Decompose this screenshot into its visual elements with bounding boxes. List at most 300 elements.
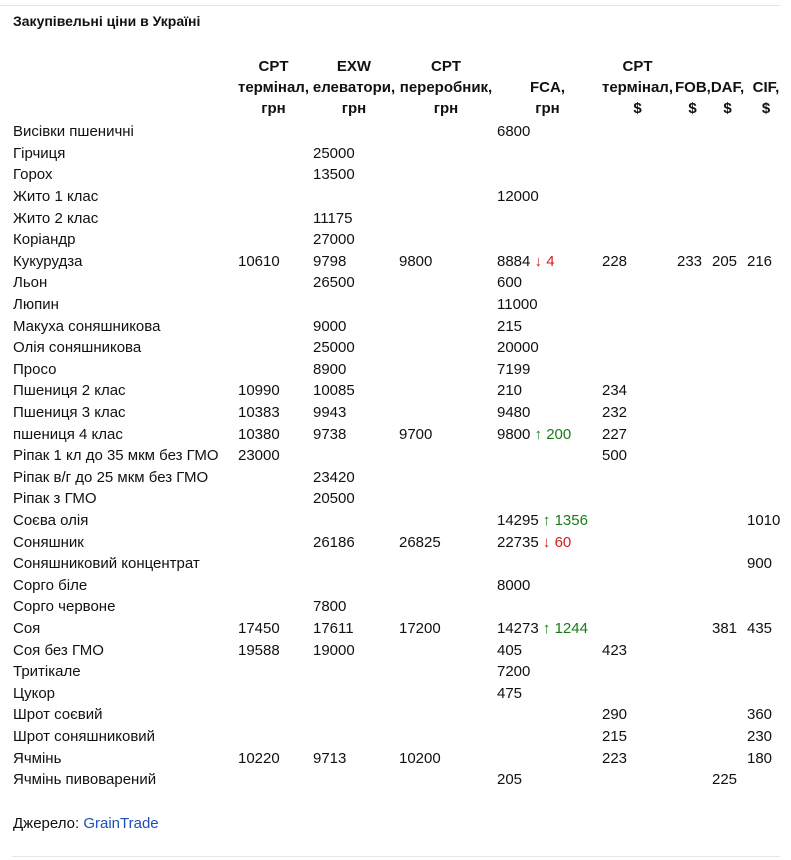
- table-header-row: [11, 56, 787, 121]
- price-cell-cpt-proc-uah: [397, 769, 495, 791]
- price-cell-fob-usd: [675, 272, 710, 294]
- price-value: 215: [497, 317, 523, 335]
- price-cell-fca-uah: [495, 380, 600, 402]
- price-cell-fob-usd: [675, 574, 710, 596]
- price-cell-cpt-uah: [236, 639, 311, 661]
- price-cell-cpt-proc-uah: [397, 315, 495, 337]
- price-cell-cpt-usd: [600, 164, 675, 186]
- price-cell-cpt-proc-uah: [397, 596, 495, 618]
- product-name: Пшениця 2 клас: [13, 382, 126, 400]
- price-cell-daf-usd: [710, 747, 745, 769]
- price-value: 9000: [313, 317, 347, 335]
- product-name: Сорго біле: [13, 576, 88, 594]
- source-label: Джерело:: [13, 815, 84, 832]
- header-line: FCA,: [530, 79, 565, 96]
- price-value: 26825: [399, 533, 441, 551]
- product-name: Цукор: [13, 684, 56, 702]
- price-value: 14295: [497, 511, 539, 529]
- product-name: Соняшниковий концентрат: [13, 555, 200, 573]
- price-cell-fca-uah: [495, 445, 600, 467]
- price-cell-cpt-usd: [600, 207, 675, 229]
- header-line: грн: [341, 100, 367, 117]
- price-cell-exw-uah: [311, 143, 397, 165]
- table-row: [11, 510, 787, 532]
- header-line: грн: [261, 100, 286, 117]
- product-name: Сорго червоне: [13, 598, 116, 616]
- price-cell-exw-uah: [311, 596, 397, 618]
- price-cell-cpt-uah: [236, 726, 311, 748]
- price-cell-fca-uah: [495, 661, 600, 683]
- table-row: [11, 337, 787, 359]
- price-value: 10220: [238, 749, 280, 767]
- price-cell-daf-usd: [710, 682, 745, 704]
- price-value: 23000: [238, 447, 280, 465]
- price-cell-fob-usd: [675, 143, 710, 165]
- arrow-up-icon: ↑: [542, 619, 551, 637]
- price-cell-exw-uah: [311, 445, 397, 467]
- price-cell-daf-usd: [710, 229, 745, 251]
- price-cell-cpt-uah: [236, 488, 311, 510]
- price-cell-cpt-proc-uah: [397, 207, 495, 229]
- arrow-down-icon: ↓: [542, 533, 551, 551]
- price-value: 7199: [497, 360, 531, 378]
- price-cell-exw-uah: [311, 294, 397, 316]
- price-cell-daf-usd: [710, 272, 745, 294]
- header-daf_usd: [710, 56, 745, 121]
- price-cell-cpt-uah: [236, 186, 311, 208]
- price-value: 9738: [313, 425, 347, 443]
- product-name: Ріпак 1 кл до 35 мкм без ГМО: [13, 447, 219, 465]
- price-cell-cpt-proc-uah: [397, 639, 495, 661]
- price-value: 11175: [313, 209, 353, 227]
- price-cell-cpt-usd: [600, 704, 675, 726]
- price-value: 19588: [238, 641, 280, 659]
- header-fca_uah: [495, 56, 600, 121]
- price-cell-fob-usd: [675, 618, 710, 640]
- product-name: Просо: [13, 360, 57, 378]
- price-cell-cpt-proc-uah: [397, 423, 495, 445]
- price-cell-fob-usd: [675, 380, 710, 402]
- header-line: переробник,: [399, 79, 493, 96]
- price-cell-exw-uah: [311, 207, 397, 229]
- price-cell-cif-usd: [745, 121, 787, 143]
- price-cell-cpt-uah: [236, 769, 311, 791]
- change-value: 4: [546, 252, 555, 270]
- table-row: [11, 229, 787, 251]
- price-value: 500: [602, 447, 628, 465]
- price-cell-cpt-proc-uah: [397, 553, 495, 575]
- price-value: 216: [747, 252, 773, 270]
- price-cell-daf-usd: [710, 402, 745, 424]
- price-cell-cpt-usd: [600, 747, 675, 769]
- price-value: 11000: [497, 296, 538, 314]
- price-cell-daf-usd: [710, 251, 745, 273]
- source-link[interactable]: GrainTrade: [83, 815, 159, 832]
- price-cell-cif-usd: [745, 510, 787, 532]
- price-cell-fob-usd: [675, 510, 710, 532]
- table-row: [11, 661, 787, 683]
- price-cell-fob-usd: [675, 121, 710, 143]
- price-cell-fob-usd: [675, 747, 710, 769]
- price-cell-cpt-uah: [236, 294, 311, 316]
- price-cell-cif-usd: [745, 596, 787, 618]
- price-cell-cpt-uah: [236, 510, 311, 532]
- price-cell-fca-uah: [495, 639, 600, 661]
- price-cell-cpt-proc-uah: [397, 618, 495, 640]
- product-name: Шрот соєвий: [13, 706, 103, 724]
- product-name: Шрот соняшниковий: [13, 727, 156, 745]
- price-cell-fca-uah: [495, 769, 600, 791]
- price-cell-fca-uah: [495, 294, 600, 316]
- price-cell-cpt-uah: [236, 143, 311, 165]
- price-cell-cif-usd: [745, 553, 787, 575]
- table-row: [11, 272, 787, 294]
- price-cell-exw-uah: [311, 531, 397, 553]
- product-name: Льон: [13, 274, 48, 292]
- product-name: Тритікале: [13, 663, 81, 681]
- price-cell-exw-uah: [311, 251, 397, 273]
- price-cell-fca-uah: [495, 704, 600, 726]
- arrow-up-icon: ↑: [534, 425, 543, 443]
- price-cell-fca-uah: [495, 747, 600, 769]
- price-cell-cpt-usd: [600, 531, 675, 553]
- header-line: $: [761, 100, 771, 117]
- price-cell-exw-uah: [311, 121, 397, 143]
- source-line: [13, 815, 159, 832]
- price-cell-cif-usd: [745, 359, 787, 381]
- price-value: 8000: [497, 576, 531, 594]
- price-cell-cif-usd: [745, 618, 787, 640]
- price-cell-fob-usd: [675, 337, 710, 359]
- price-cell-exw-uah: [311, 574, 397, 596]
- price-change-up: [543, 512, 588, 529]
- header-product: [11, 56, 236, 121]
- price-cell-exw-uah: [311, 229, 397, 251]
- price-cell-exw-uah: [311, 661, 397, 683]
- table-row: [11, 251, 787, 273]
- table-row: [11, 574, 787, 596]
- price-cell-fob-usd: [675, 229, 710, 251]
- product-name: Соя без ГМО: [13, 641, 104, 659]
- product-name: Коріандр: [13, 231, 76, 249]
- price-cell-exw-uah: [311, 423, 397, 445]
- price-cell-exw-uah: [311, 315, 397, 337]
- header-line: термінал,: [601, 79, 673, 96]
- price-cell-exw-uah: [311, 186, 397, 208]
- price-cell-cif-usd: [745, 164, 787, 186]
- price-cell-cpt-uah: [236, 553, 311, 575]
- price-cell-daf-usd: [710, 164, 745, 186]
- price-cell-cpt-usd: [600, 769, 675, 791]
- price-cell-fob-usd: [675, 315, 710, 337]
- price-cell-cpt-proc-uah: [397, 186, 495, 208]
- product-name: Соняшник: [13, 533, 84, 551]
- price-value: 20000: [497, 339, 539, 357]
- product-name: Кукурудза: [13, 252, 83, 270]
- price-cell-daf-usd: [710, 467, 745, 489]
- price-cell-daf-usd: [710, 143, 745, 165]
- price-value: 17200: [399, 619, 441, 637]
- table-row: [11, 596, 787, 618]
- price-cell-cif-usd: [745, 402, 787, 424]
- price-cell-cpt-uah: [236, 315, 311, 337]
- price-cell-cpt-uah: [236, 423, 311, 445]
- price-cell-fca-uah: [495, 402, 600, 424]
- price-cell-fob-usd: [675, 488, 710, 510]
- product-name: Соя: [13, 619, 41, 637]
- price-cell-cpt-proc-uah: [397, 380, 495, 402]
- price-cell-daf-usd: [710, 315, 745, 337]
- price-cell-fob-usd: [675, 682, 710, 704]
- price-cell-cif-usd: [745, 186, 787, 208]
- price-cell-daf-usd: [710, 596, 745, 618]
- price-cell-cif-usd: [745, 315, 787, 337]
- price-cell-fca-uah: [495, 164, 600, 186]
- price-cell-cpt-proc-uah: [397, 229, 495, 251]
- top-divider: [0, 5, 780, 6]
- price-cell-cif-usd: [745, 769, 787, 791]
- price-value: 8884: [497, 252, 531, 270]
- price-cell-cif-usd: [745, 661, 787, 683]
- price-cell-cpt-uah: [236, 682, 311, 704]
- product-name: Ріпак в/г до 25 мкм без ГМО: [13, 468, 209, 486]
- bottom-divider: [12, 856, 780, 857]
- price-value: 232: [602, 404, 628, 422]
- price-cell-fca-uah: [495, 207, 600, 229]
- price-cell-fob-usd: [675, 294, 710, 316]
- price-cell-cpt-uah: [236, 531, 311, 553]
- price-cell-cpt-proc-uah: [397, 294, 495, 316]
- price-cell-cpt-proc-uah: [397, 251, 495, 273]
- price-cell-fca-uah: [495, 467, 600, 489]
- price-value: 26186: [313, 533, 355, 551]
- price-cell-cpt-uah: [236, 164, 311, 186]
- table-row: [11, 704, 787, 726]
- price-cell-cpt-uah: [236, 251, 311, 273]
- table-row: [11, 207, 787, 229]
- price-cell-cpt-proc-uah: [397, 574, 495, 596]
- price-cell-exw-uah: [311, 380, 397, 402]
- price-cell-cpt-uah: [236, 380, 311, 402]
- price-cell-cif-usd: [745, 704, 787, 726]
- product-name: Ріпак з ГМО: [13, 490, 97, 508]
- price-cell-daf-usd: [710, 207, 745, 229]
- price-cell-daf-usd: [710, 294, 745, 316]
- price-cell-cpt-proc-uah: [397, 682, 495, 704]
- price-cell-cpt-proc-uah: [397, 726, 495, 748]
- price-cell-cpt-uah: [236, 207, 311, 229]
- price-cell-fca-uah: [495, 186, 600, 208]
- price-value: 205: [712, 252, 738, 270]
- table-row: [11, 726, 787, 748]
- table-row: [11, 769, 787, 791]
- price-cell-fob-usd: [675, 531, 710, 553]
- product-name: Соєва олія: [13, 511, 89, 529]
- price-value: 8900: [313, 360, 347, 378]
- price-cell-fca-uah: [495, 596, 600, 618]
- price-value: 22735: [497, 533, 539, 551]
- table-row: [11, 380, 787, 402]
- product-name: Горох: [13, 166, 53, 184]
- price-cell-fob-usd: [675, 402, 710, 424]
- price-cell-fca-uah: [495, 337, 600, 359]
- price-cell-fca-uah: [495, 553, 600, 575]
- price-cell-fca-uah: [495, 488, 600, 510]
- header-exw_elevator_uah: [311, 56, 397, 121]
- header-line: $: [633, 100, 642, 117]
- price-cell-cif-usd: [745, 423, 787, 445]
- price-cell-cpt-proc-uah: [397, 402, 495, 424]
- price-cell-cpt-uah: [236, 661, 311, 683]
- price-cell-cif-usd: [745, 639, 787, 661]
- price-value: 10383: [238, 404, 280, 422]
- price-cell-cpt-usd: [600, 553, 675, 575]
- price-value: 14273: [497, 619, 539, 637]
- price-cell-fca-uah: [495, 423, 600, 445]
- header-line: CPT: [258, 58, 289, 75]
- price-cell-cif-usd: [745, 574, 787, 596]
- price-cell-exw-uah: [311, 467, 397, 489]
- price-cell-daf-usd: [710, 574, 745, 596]
- price-cell-cif-usd: [745, 294, 787, 316]
- price-cell-cpt-usd: [600, 596, 675, 618]
- price-cell-exw-uah: [311, 553, 397, 575]
- price-cell-exw-uah: [311, 704, 397, 726]
- page-title: Закупівельні ціни в Україні: [13, 13, 201, 29]
- price-cell-fca-uah: [495, 143, 600, 165]
- price-value: 23420: [313, 468, 355, 486]
- price-value: 26500: [313, 274, 355, 292]
- price-value: 290: [602, 706, 628, 724]
- price-cell-exw-uah: [311, 618, 397, 640]
- price-cell-cpt-uah: [236, 467, 311, 489]
- price-cell-cpt-uah: [236, 445, 311, 467]
- price-cell-cif-usd: [745, 380, 787, 402]
- table-row: [11, 747, 787, 769]
- change-value: 60: [554, 533, 572, 551]
- price-cell-fca-uah: [495, 618, 600, 640]
- price-cell-cpt-usd: [600, 488, 675, 510]
- price-cell-cif-usd: [745, 726, 787, 748]
- header-line: FOB,: [675, 79, 711, 96]
- price-cell-fca-uah: [495, 272, 600, 294]
- price-cell-daf-usd: [710, 337, 745, 359]
- price-cell-cpt-uah: [236, 337, 311, 359]
- price-change-down: [543, 534, 571, 551]
- price-cell-cpt-usd: [600, 251, 675, 273]
- price-cell-cpt-usd: [600, 272, 675, 294]
- header-cpt_processor_uah: [397, 56, 495, 121]
- price-cell-daf-usd: [710, 553, 745, 575]
- table-body: [11, 121, 787, 790]
- price-value: 600: [497, 274, 523, 292]
- price-cell-cpt-proc-uah: [397, 531, 495, 553]
- price-cell-cpt-proc-uah: [397, 661, 495, 683]
- header-cpt_terminal_usd: [600, 56, 675, 121]
- price-cell-fob-usd: [675, 661, 710, 683]
- price-value: 7200: [497, 663, 531, 681]
- arrow-up-icon: ↑: [542, 511, 551, 529]
- table-row: [11, 294, 787, 316]
- product-name: Жито 2 клас: [13, 209, 99, 227]
- product-name: пшениця 4 клас: [13, 425, 123, 443]
- table-row: [11, 618, 787, 640]
- price-cell-cpt-usd: [600, 618, 675, 640]
- price-value: 25000: [313, 144, 355, 162]
- price-cell-fca-uah: [495, 510, 600, 532]
- price-cell-fca-uah: [495, 229, 600, 251]
- price-value: 19000: [313, 641, 355, 659]
- price-cell-cif-usd: [745, 272, 787, 294]
- change-value: 200: [546, 425, 572, 443]
- price-value: 381: [712, 619, 738, 637]
- price-cell-cpt-proc-uah: [397, 488, 495, 510]
- price-cell-cpt-proc-uah: [397, 467, 495, 489]
- price-cell-cpt-usd: [600, 143, 675, 165]
- price-value: 27000: [313, 231, 355, 249]
- price-cell-cpt-uah: [236, 747, 311, 769]
- price-value: 9943: [313, 404, 347, 422]
- price-value: 10200: [399, 749, 441, 767]
- table-row: [11, 359, 787, 381]
- header-line: грн: [433, 100, 459, 117]
- price-cell-fob-usd: [675, 423, 710, 445]
- price-cell-cpt-uah: [236, 704, 311, 726]
- price-cell-cpt-uah: [236, 229, 311, 251]
- price-cell-daf-usd: [710, 186, 745, 208]
- price-cell-daf-usd: [710, 380, 745, 402]
- price-cell-cpt-usd: [600, 423, 675, 445]
- table-row: [11, 639, 787, 661]
- price-cell-cif-usd: [745, 682, 787, 704]
- price-cell-cpt-usd: [600, 445, 675, 467]
- header-line: CPT: [431, 58, 461, 75]
- price-cell-cpt-usd: [600, 402, 675, 424]
- price-value: 25000: [313, 339, 355, 357]
- price-cell-exw-uah: [311, 359, 397, 381]
- price-value: 900: [747, 555, 773, 573]
- price-value: 234: [602, 382, 628, 400]
- price-cell-fob-usd: [675, 207, 710, 229]
- price-cell-fob-usd: [675, 251, 710, 273]
- price-cell-exw-uah: [311, 682, 397, 704]
- price-cell-cpt-usd: [600, 380, 675, 402]
- price-cell-exw-uah: [311, 488, 397, 510]
- price-value: 405: [497, 641, 523, 659]
- price-cell-fob-usd: [675, 726, 710, 748]
- price-cell-cpt-uah: [236, 121, 311, 143]
- price-value: 228: [602, 252, 628, 270]
- price-cell-cpt-usd: [600, 661, 675, 683]
- price-value: 17611: [313, 619, 354, 637]
- price-value: 9480: [497, 404, 531, 422]
- price-cell-fca-uah: [495, 121, 600, 143]
- header-fob_usd: [675, 56, 710, 121]
- price-cell-cpt-usd: [600, 337, 675, 359]
- price-value: 9800: [497, 425, 531, 443]
- price-cell-fca-uah: [495, 574, 600, 596]
- price-cell-cif-usd: [745, 207, 787, 229]
- price-cell-daf-usd: [710, 618, 745, 640]
- table-row: [11, 186, 787, 208]
- price-cell-fca-uah: [495, 359, 600, 381]
- price-cell-cpt-proc-uah: [397, 337, 495, 359]
- header-cpt_terminal_uah: [236, 56, 311, 121]
- price-cell-fob-usd: [675, 769, 710, 791]
- price-cell-cif-usd: [745, 337, 787, 359]
- table-row: [11, 531, 787, 553]
- price-cell-exw-uah: [311, 510, 397, 532]
